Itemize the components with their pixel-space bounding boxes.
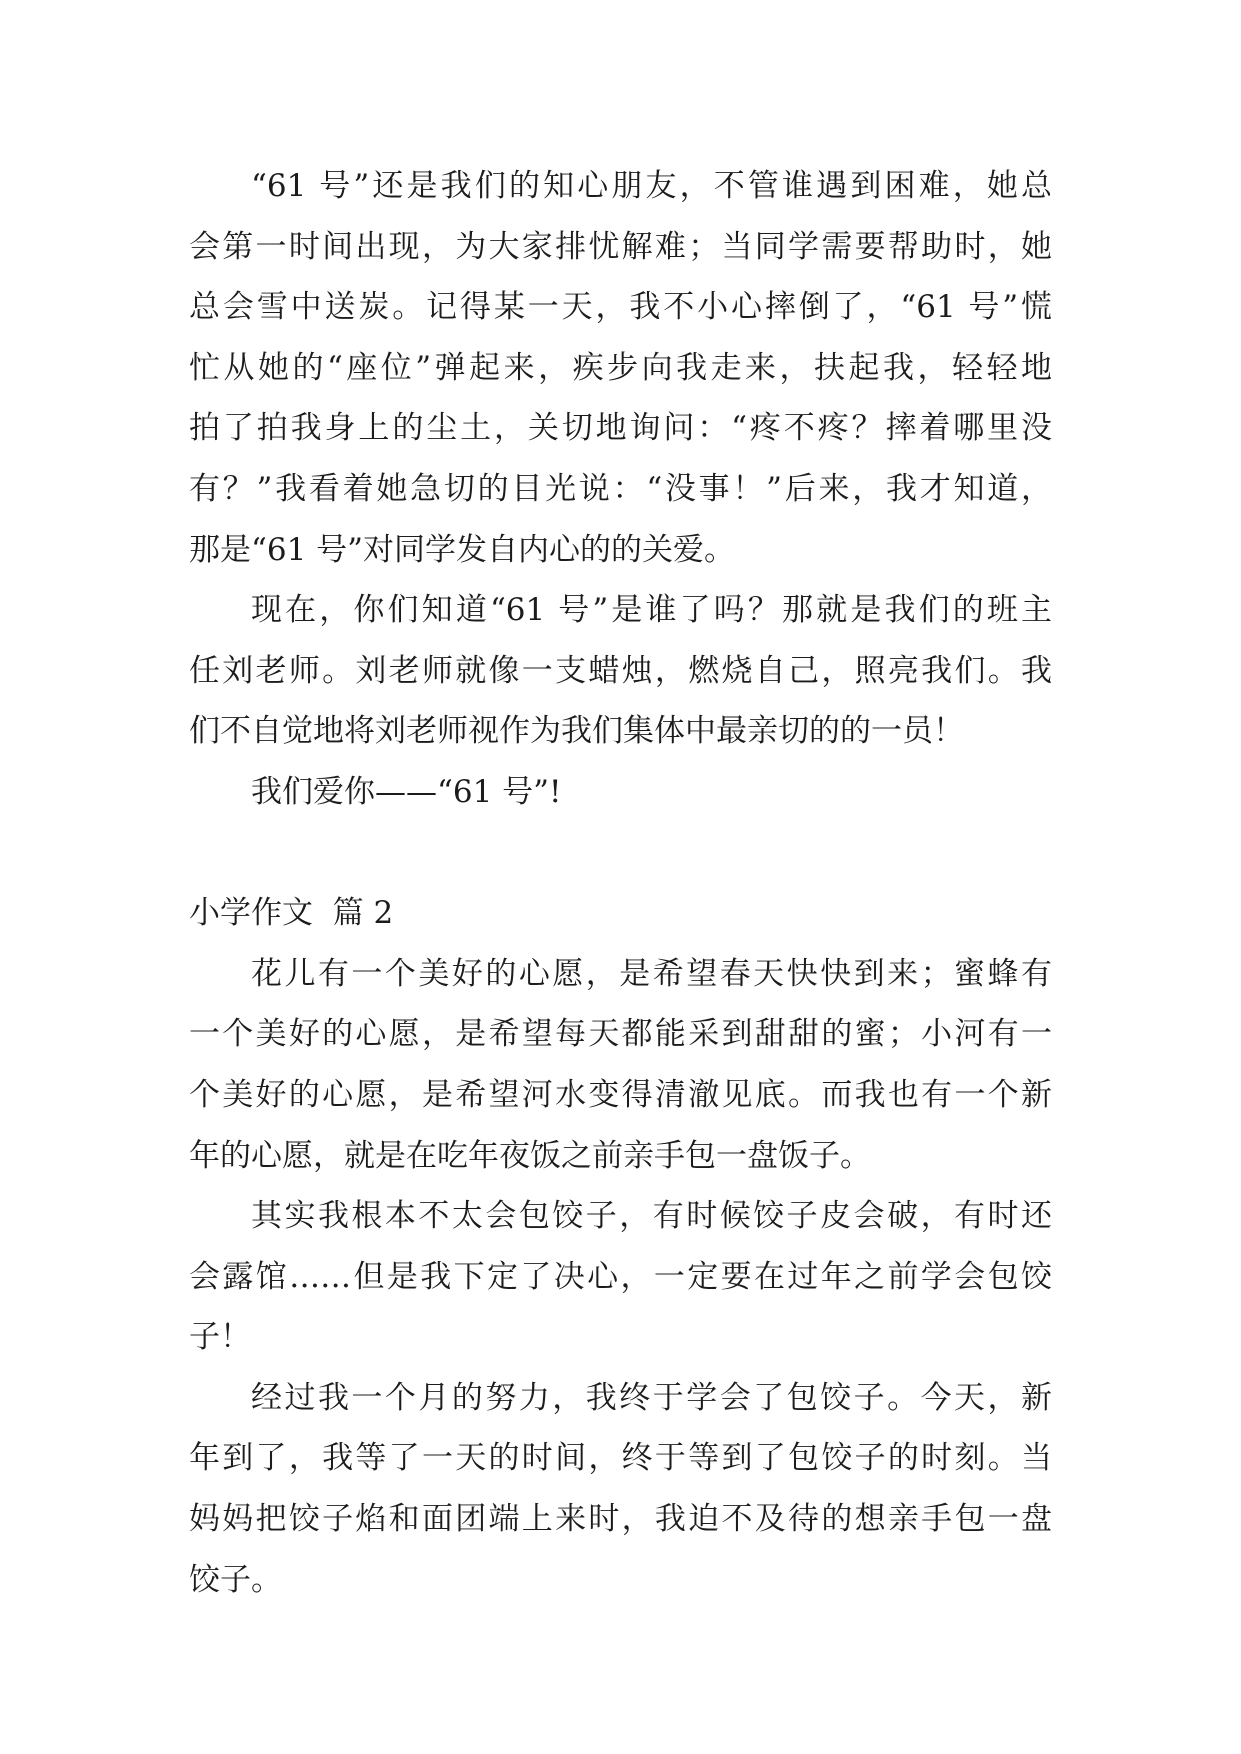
text-line: 妈妈把饺子焰和面团端上来时，我迫不及待的想亲手包一盘 <box>189 1501 1052 1538</box>
text-line: 花儿有一个美好的心愿，是希望春天快快到来；蜜蜂有 <box>251 955 1052 992</box>
text-line: “61 号”还是我们的知心朋友，不管谁遇到困难，她总 <box>251 168 1052 204</box>
essay-section-2 <box>189 883 1052 1610</box>
text-line: 们不自觉地将刘老师视作为我们集体中最亲切的的一员！ <box>189 713 964 750</box>
text-line: 现在，你们知道“61 号”是谁了吗？那就是我们的班主 <box>251 592 1052 629</box>
text-line: 子！ <box>189 1319 251 1356</box>
text-line: 饺子。 <box>189 1561 282 1598</box>
text-line: 年到了，我等了一天的时间，终于等到了包饺子的时刻。当 <box>189 1440 1052 1477</box>
text-line: 其实我根本不太会包饺子，有时候饺子皮会破，有时还 <box>251 1198 1052 1235</box>
paragraph <box>189 156 1052 580</box>
paragraph <box>189 762 1052 823</box>
text-line: 经过我一个月的努力，我终于学会了包饺子。今天，新 <box>251 1379 1052 1416</box>
text-line: 那是“61 号”对同学发自内心的的关爱。 <box>189 531 735 568</box>
text-line: 忙从她的“座位”弹起来，疾步向我走来，扶起我，轻轻地 <box>189 349 1052 386</box>
paragraph <box>189 580 1052 762</box>
text-line: 我们爱你——“61 号”! <box>251 773 562 810</box>
text-line: 年的心愿，就是在吃年夜饭之前亲手包一盘饭子。 <box>189 1137 871 1174</box>
text-line: 总会雪中送炭。记得某一天，我不小心摔倒了，“61 号”慌 <box>189 289 1052 326</box>
paragraph <box>189 1368 1052 1610</box>
text-line: 拍了拍我身上的尘土，关切地询问：“疼不疼？摔着哪里没 <box>189 410 1052 447</box>
text-line: 一个美好的心愿，是希望每天都能采到甜甜的蜜；小河有一 <box>189 1016 1052 1053</box>
paragraph <box>189 944 1052 1186</box>
text-line: 有？”我看着她急切的目光说：“没事！”后来，我才知道， <box>189 470 1052 507</box>
text-line: 个美好的心愿，是希望河水变得清澈见底。而我也有一个新 <box>189 1076 1052 1113</box>
paragraph <box>189 1186 1052 1368</box>
text-line: 会露馆……但是我下定了决心，一定要在过年之前学会包饺 <box>189 1258 1052 1295</box>
essay-section-1 <box>189 156 1052 823</box>
text-line: 任刘老师。刘老师就像一支蜡烛，燃烧自己，照亮我们。我 <box>189 652 1052 689</box>
document-body <box>189 156 1052 1610</box>
section-heading: 小学作文 篇 2 <box>189 895 394 932</box>
text-line: 会第一时间出现，为大家排忧解难；当同学需要帮助时，她 <box>189 228 1052 265</box>
